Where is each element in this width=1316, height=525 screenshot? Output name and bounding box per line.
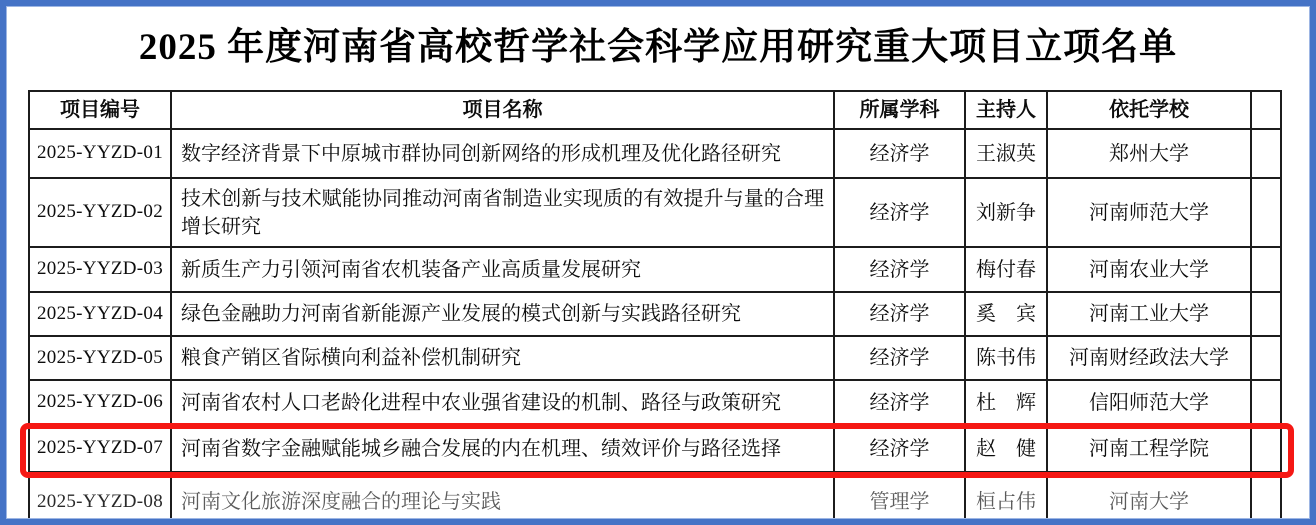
- cell-pi: 赵 健: [965, 425, 1047, 472]
- cell-school: 河南农业大学: [1047, 247, 1251, 292]
- cell-spacer: [1251, 178, 1281, 247]
- cell-project-name: 河南省数字金融赋能城乡融合发展的内在机理、绩效评价与路径选择: [171, 425, 834, 472]
- cell-project-code: 2025-YYZD-01: [29, 129, 171, 178]
- cell-project-code: 2025-YYZD-07: [29, 425, 171, 472]
- cell-pi: 陈书伟: [965, 336, 1047, 380]
- cell-spacer: [1251, 425, 1281, 472]
- cell-school: 信阳师范大学: [1047, 380, 1251, 425]
- header-discipline: 所属学科: [834, 91, 965, 129]
- cell-spacer: [1251, 129, 1281, 178]
- cell-pi: 梅付春: [965, 247, 1047, 292]
- cell-school: 河南工业大学: [1047, 292, 1251, 336]
- cell-discipline: 经济学: [834, 178, 965, 247]
- cell-discipline: 经济学: [834, 247, 965, 292]
- cell-discipline: 经济学: [834, 380, 965, 425]
- header-code: 项目编号: [29, 91, 171, 129]
- cell-spacer: [1251, 380, 1281, 425]
- header-spacer: [1251, 91, 1281, 129]
- table-row: [29, 380, 1281, 425]
- cell-spacer: [1251, 472, 1281, 525]
- cell-project-code: 2025-YYZD-02: [29, 178, 171, 247]
- cell-school: 河南师范大学: [1047, 178, 1251, 247]
- cell-school: 河南财经政法大学: [1047, 336, 1251, 380]
- table-row: [29, 178, 1281, 247]
- header-pi: 主持人: [965, 91, 1047, 129]
- cell-project-code: 2025-YYZD-03: [29, 247, 171, 292]
- cell-project-name: 河南文化旅游深度融合的理论与实践: [171, 472, 834, 525]
- cell-project-name: 粮食产销区省际横向利益补偿机制研究: [171, 336, 834, 380]
- cell-project-code: 2025-YYZD-05: [29, 336, 171, 380]
- cell-school: 郑州大学: [1047, 129, 1251, 178]
- cell-spacer: [1251, 336, 1281, 380]
- cell-project-code: 2025-YYZD-08: [29, 472, 171, 525]
- cell-discipline: 经济学: [834, 292, 965, 336]
- cell-pi: 桓占伟: [965, 472, 1047, 525]
- cell-pi: 刘新争: [965, 178, 1047, 247]
- table-row: [29, 336, 1281, 380]
- cell-pi: 王淑英: [965, 129, 1047, 178]
- cell-spacer: [1251, 247, 1281, 292]
- cell-project-name: 技术创新与技术赋能协同推动河南省制造业实现质的有效提升与量的合理增长研究: [171, 178, 834, 247]
- cell-project-code: 2025-YYZD-04: [29, 292, 171, 336]
- table-header-row: [29, 91, 1281, 129]
- header-school: 依托学校: [1047, 91, 1251, 129]
- cell-project-name: 河南省农村人口老龄化进程中农业强省建设的机制、路径与政策研究: [171, 380, 834, 425]
- header-name: 项目名称: [171, 91, 834, 129]
- cell-pi: 奚 宾: [965, 292, 1047, 336]
- cell-spacer: [1251, 292, 1281, 336]
- table-row: [29, 247, 1281, 292]
- cell-project-name: 绿色金融助力河南省新能源产业发展的模式创新与实践路径研究: [171, 292, 834, 336]
- project-table: [28, 90, 1282, 525]
- cell-school: 河南工程学院: [1047, 425, 1251, 472]
- cell-discipline: 管理学: [834, 472, 965, 525]
- table-row: [29, 292, 1281, 336]
- cell-discipline: 经济学: [834, 336, 965, 380]
- page-title: 2025 年度河南省高校哲学社会科学应用研究重大项目立项名单: [138, 27, 1178, 68]
- table-row: [29, 129, 1281, 178]
- cell-school: 河南大学: [1047, 472, 1251, 525]
- cell-discipline: 经济学: [834, 425, 965, 472]
- cell-project-code: 2025-YYZD-06: [29, 380, 171, 425]
- table-row: [29, 472, 1281, 525]
- cell-project-name: 数字经济背景下中原城市群协同创新网络的形成机理及优化路径研究: [171, 129, 834, 178]
- cell-project-name: 新质生产力引领河南省农机装备产业高质量发展研究: [171, 247, 834, 292]
- cell-discipline: 经济学: [834, 129, 965, 178]
- cell-pi: 杜 辉: [965, 380, 1047, 425]
- table-row-highlighted: [29, 425, 1281, 472]
